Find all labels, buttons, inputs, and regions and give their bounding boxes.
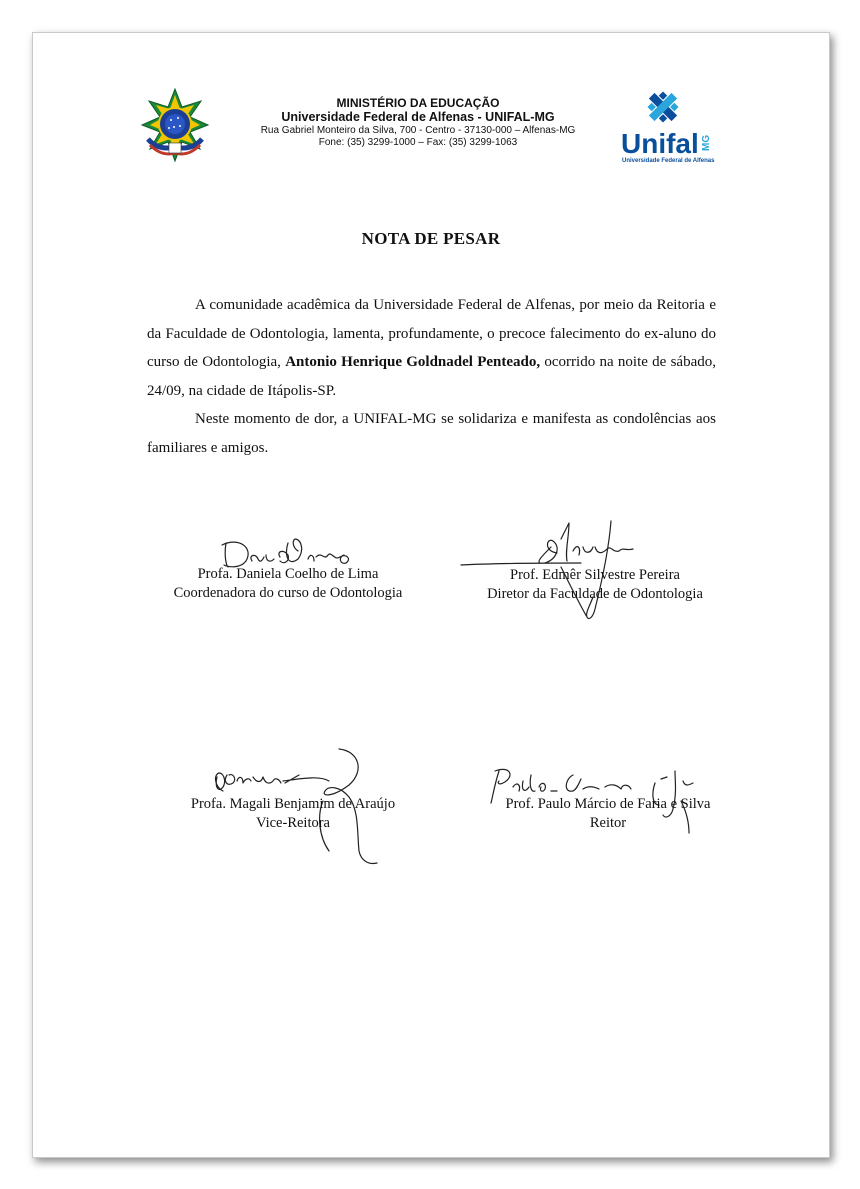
document-title: NOTA DE PESAR — [361, 229, 501, 248]
signatory-name: Prof. Paulo Márcio de Faria e Silva — [505, 796, 711, 812]
signatory-name: Profa. Magali Benjamim de Araújo — [190, 796, 396, 812]
letterhead — [33, 33, 829, 193]
brazil-coat-of-arms-icon — [138, 87, 212, 163]
university-name: Universidade Federal de Alfenas - UNIFAL-MG — [281, 110, 555, 124]
signature-block-3 — [143, 795, 443, 833]
signatory-role: Diretor da Faculdade de Odontologia — [487, 586, 703, 602]
signatory-role: Reitor — [589, 815, 627, 831]
document-page — [32, 32, 830, 1158]
university-phone: Fone: (35) 3299-1000 – Fax: (35) 3299-1063 — [318, 137, 518, 148]
signature-block-2 — [445, 566, 745, 604]
signatory-role: Coordenadora do curso de Odontologia — [173, 585, 403, 601]
paragraph-2: Neste momento de dor, a UNIFAL-MG se solidariza e manifesta as condolências aos familiares e amigos. — [147, 411, 716, 456]
letterhead-text — [223, 96, 613, 149]
paragraph-1 — [147, 291, 716, 405]
signature-block-1 — [143, 565, 433, 603]
unifal-logo-subtext: Universidade Federal de Alfenas — [622, 158, 715, 164]
university-address: Rua Gabriel Monteiro da Silva, 700 - Centro - 37130-000 – Alfenas-MG — [260, 125, 576, 136]
paragraph-1-text-start: A comunidade acadêmica da Universidade Federal de Alfenas, por meio da Reitoria e da Faculdade de Odontologia, lamenta, profundamente, o precoce falecimento do ex-aluno do curso de Odontologia, — [147, 297, 716, 370]
signatory-name: Profa. Daniela Coelho de Lima — [197, 566, 379, 582]
paragraph-1-text-end: ocorrido na noite de sábado, 24/09, na cidade de Itápolis-SP. — [147, 354, 717, 399]
signature-block-4 — [463, 795, 753, 833]
document-body — [147, 291, 716, 462]
unifal-logo — [621, 87, 721, 167]
deceased-name: Antonio Henrique Goldnadel Penteado, — [285, 354, 541, 370]
signatory-role: Vice-Reitora — [255, 815, 330, 831]
signatory-name: Prof. Edmêr Silvestre Pereira — [510, 567, 680, 583]
ministry-name: MINISTÉRIO DA EDUCAÇÃO — [336, 96, 500, 110]
unifal-logo-suffix: MG — [701, 134, 712, 151]
unifal-logo-wordmark: Unifal — [621, 128, 699, 159]
